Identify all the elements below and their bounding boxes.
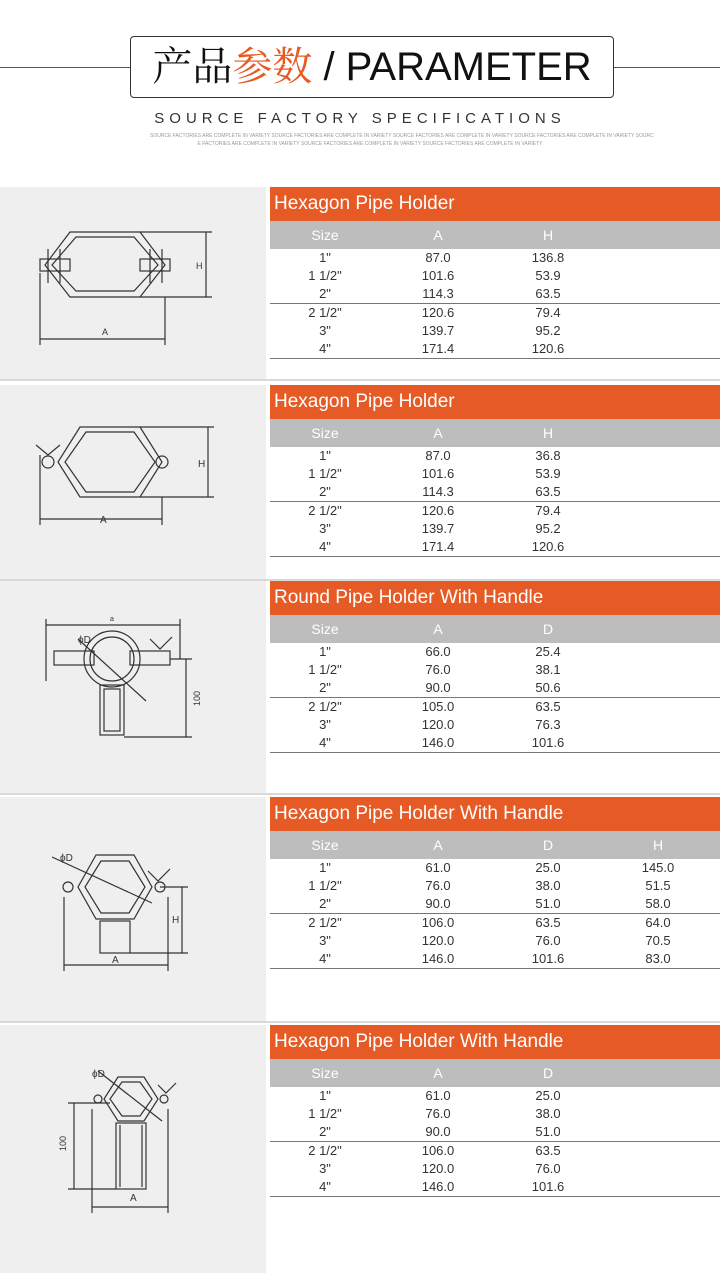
table-row [270, 267, 720, 285]
table-cell: 61.0 [425, 860, 451, 875]
fine-print-line-2: E FACTORIES ARE COMPLETE IN VARIETY SOURCE FACTORIES ARE COMPLETE IN VARIETY SOURCE FACTORIES ARE COMPLETE IN VARIETY [197, 141, 543, 147]
table-cell: 1" [319, 1088, 331, 1103]
table-cell: 25.4 [535, 644, 561, 659]
table-row [270, 679, 720, 697]
table-cell: 2" [319, 680, 331, 695]
table-cell: 38.1 [535, 662, 561, 677]
table-cell: 1 1/2" [308, 268, 342, 283]
table-cell: 101.6 [421, 268, 455, 283]
table-cell: 63.5 [535, 286, 561, 301]
table-cell: 2" [319, 896, 331, 911]
table-cell: 146.0 [421, 735, 455, 750]
product-diagram-2 [0, 385, 266, 579]
header-rule-right [614, 67, 720, 68]
table-cell: 136.8 [531, 250, 565, 265]
table-cell: 3" [319, 521, 331, 536]
dim-label-a: A [112, 955, 119, 966]
spec-table-4 [270, 797, 720, 969]
table-header-row [270, 1059, 720, 1087]
table-header-row [270, 831, 720, 859]
table-cell: 79.4 [535, 503, 561, 518]
table-cell: 1" [319, 644, 331, 659]
table-cell: 3" [319, 323, 331, 338]
table-row [270, 661, 720, 679]
table-row [270, 304, 720, 322]
table-row [270, 322, 720, 340]
table-cell: 2 1/2" [308, 305, 342, 320]
table-cell: 1 1/2" [308, 1106, 342, 1121]
column-header: D [542, 621, 554, 637]
dim-label-d: ϕD [78, 635, 91, 646]
table-cell: 2 1/2" [308, 503, 342, 518]
column-header: Size [311, 227, 339, 243]
table-cell: 120.6 [531, 539, 565, 554]
table-cell: 51.5 [645, 878, 671, 893]
title-cn-accent: 参数 [232, 44, 313, 90]
table-title: Round Pipe Holder With Handle [270, 581, 720, 615]
table-cell: 79.4 [535, 305, 561, 320]
spec-table-5 [270, 1025, 720, 1197]
table-row [270, 950, 720, 968]
table-row [270, 1160, 720, 1178]
table-row [270, 483, 720, 501]
table-cell: 120.6 [531, 341, 565, 356]
table-row [270, 877, 720, 895]
table-row [270, 465, 720, 483]
column-header: H [542, 227, 554, 243]
column-header: D [542, 837, 554, 853]
table-cell: 50.6 [535, 680, 561, 695]
table-cell: 76.0 [425, 662, 451, 677]
column-header: D [542, 1065, 554, 1081]
table-row [270, 1105, 720, 1123]
product-section-4 [0, 797, 720, 1021]
page-title [130, 36, 614, 98]
table-row [270, 734, 720, 752]
table-row [270, 914, 720, 932]
table-cell: 38.0 [535, 878, 561, 893]
table-cell: 63.5 [535, 915, 561, 930]
table-row [270, 859, 720, 877]
table-cell: 145.0 [641, 860, 675, 875]
column-header: Size [311, 621, 339, 637]
table-cell: 106.0 [421, 915, 455, 930]
product-section-3 [0, 581, 720, 793]
table-cell: 1 1/2" [308, 662, 342, 677]
product-section-5 [0, 1025, 720, 1273]
dim-label-h: H [196, 261, 203, 271]
table-title: Hexagon Pipe Holder [270, 187, 720, 221]
table-row [270, 1123, 720, 1141]
table-cell: 76.0 [425, 878, 451, 893]
table-cell: 25.0 [535, 1088, 561, 1103]
row-separator [270, 556, 720, 557]
table-header-row [270, 419, 720, 447]
spec-table-2 [270, 385, 720, 557]
table-row [270, 895, 720, 913]
table-cell: 53.9 [535, 466, 561, 481]
table-cell: 1 1/2" [308, 878, 342, 893]
table-cell: 2" [319, 484, 331, 499]
table-cell: 1 1/2" [308, 466, 342, 481]
table-cell: 76.3 [535, 717, 561, 732]
table-row [270, 1178, 720, 1196]
dim-label-a: A [102, 327, 109, 337]
row-separator [270, 1196, 720, 1197]
table-cell: 3" [319, 1161, 331, 1176]
dim-label-100: 100 [58, 1135, 68, 1151]
column-header: A [433, 425, 443, 441]
table-cell: 76.0 [425, 1106, 451, 1121]
column-header: A [433, 837, 443, 853]
page-header [0, 0, 720, 185]
column-header: Size [311, 425, 339, 441]
table-cell: 87.0 [425, 448, 451, 463]
table-cell: 70.5 [645, 933, 671, 948]
table-cell: 63.5 [535, 699, 561, 714]
column-header: A [433, 1065, 443, 1081]
table-cell: 38.0 [535, 1106, 561, 1121]
dim-label-100: 100 [192, 690, 202, 706]
table-cell: 106.0 [421, 1143, 455, 1158]
table-row [270, 340, 720, 358]
table-cell: 171.4 [421, 341, 455, 356]
title-cn-part: 产品 [152, 44, 233, 90]
table-title: Hexagon Pipe Holder With Handle [270, 797, 720, 831]
table-row [270, 520, 720, 538]
table-row [270, 698, 720, 716]
table-cell: 61.0 [425, 1088, 451, 1103]
row-separator [270, 358, 720, 359]
table-title: Hexagon Pipe Holder With Handle [270, 1025, 720, 1059]
table-cell: 4" [319, 341, 331, 356]
table-cell: 2 1/2" [308, 915, 342, 930]
table-cell: 101.6 [531, 951, 565, 966]
table-cell: 2" [319, 1124, 331, 1139]
dim-label-d: ϕD [60, 853, 73, 864]
table-cell: 4" [319, 735, 331, 750]
column-header: A [433, 621, 443, 637]
table-cell: 120.0 [421, 933, 455, 948]
table-cell: 4" [319, 951, 331, 966]
table-cell: 90.0 [425, 896, 451, 911]
table-cell: 3" [319, 933, 331, 948]
table-cell: 105.0 [421, 699, 455, 714]
table-row [270, 447, 720, 465]
table-cell: 95.2 [535, 323, 561, 338]
table-header-row [270, 221, 720, 249]
page-subtitle: SOURCE FACTORY SPECIFICATIONS [154, 110, 566, 127]
table-cell: 114.3 [422, 286, 454, 301]
table-row [270, 716, 720, 734]
section-divider [0, 793, 720, 795]
table-cell: 146.0 [421, 951, 455, 966]
table-cell: 139.7 [421, 323, 455, 338]
table-cell: 101.6 [531, 1179, 565, 1194]
table-cell: 95.2 [535, 521, 561, 536]
dim-label-d: ϕD [92, 1069, 105, 1080]
product-section-1 [0, 187, 720, 379]
table-cell: 2" [319, 286, 331, 301]
dim-label-h: H [172, 915, 180, 926]
table-cell: 2 1/2" [308, 699, 342, 714]
row-separator [270, 752, 720, 753]
product-diagram-5 [0, 1025, 266, 1273]
table-cell: 1" [319, 448, 331, 463]
table-row [270, 1142, 720, 1160]
table-row [270, 249, 720, 267]
table-cell: 2 1/2" [308, 1143, 342, 1158]
title-en: / PARAMETER [312, 45, 592, 89]
header-rule-left [0, 67, 130, 68]
section-divider [0, 379, 720, 381]
table-row [270, 1087, 720, 1105]
product-diagram-4 [0, 797, 266, 1021]
table-cell: 120.0 [421, 1161, 455, 1176]
table-header-row [270, 615, 720, 643]
dim-label-a: A [100, 515, 107, 526]
table-cell: 101.6 [421, 466, 455, 481]
table-cell: 1" [319, 860, 331, 875]
section-divider [0, 1021, 720, 1023]
product-diagram-1 [0, 187, 266, 379]
table-cell: 4" [319, 1179, 331, 1194]
spec-table-1 [270, 187, 720, 359]
table-cell: 36.8 [535, 448, 561, 463]
table-cell: 63.5 [535, 484, 561, 499]
table-cell: 58.0 [645, 896, 671, 911]
product-section-2 [0, 385, 720, 579]
dim-label-a: a [110, 616, 114, 623]
spec-table-3 [270, 581, 720, 753]
column-header: Size [311, 837, 339, 853]
table-cell: 64.0 [645, 915, 671, 930]
table-cell: 76.0 [535, 933, 561, 948]
table-cell: 66.0 [425, 644, 451, 659]
table-cell: 87.0 [425, 250, 451, 265]
table-row [270, 502, 720, 520]
table-cell: 4" [319, 539, 331, 554]
column-header: Size [311, 1065, 339, 1081]
table-cell: 25.0 [535, 860, 561, 875]
table-cell: 101.6 [531, 735, 565, 750]
dim-label-a: A [130, 1193, 137, 1204]
table-cell: 120.6 [421, 503, 455, 518]
fine-print-line-1: SOURCE FACTORIES ARE COMPLETE IN VARIETY SOURCE FACTORIES ARE COMPLETE IN VARIETY SOURCE FACTORIES ARE COMPLETE IN VARIETY SOURCE FACTORIES ARE COMPLETE IN VARIETY SOURC [150, 133, 654, 139]
table-cell: 3" [319, 717, 331, 732]
column-header: H [542, 425, 554, 441]
table-cell: 1" [319, 250, 331, 265]
table-cell: 53.9 [535, 268, 561, 283]
row-separator [270, 968, 720, 969]
table-cell: 51.0 [535, 1124, 561, 1139]
table-cell: 76.0 [535, 1161, 561, 1176]
column-header: A [433, 227, 443, 243]
table-row [270, 285, 720, 303]
table-row [270, 643, 720, 661]
table-cell: 171.4 [421, 539, 455, 554]
column-header: H [652, 837, 664, 853]
table-cell: 90.0 [425, 1124, 451, 1139]
table-cell: 63.5 [535, 1143, 561, 1158]
table-cell: 83.0 [645, 951, 671, 966]
table-cell: 90.0 [425, 680, 451, 695]
table-cell: 120.6 [421, 305, 455, 320]
table-row [270, 538, 720, 556]
table-cell: 146.0 [421, 1179, 455, 1194]
table-cell: 120.0 [421, 717, 455, 732]
table-title: Hexagon Pipe Holder [270, 385, 720, 419]
table-row [270, 932, 720, 950]
table-cell: 114.3 [422, 484, 454, 499]
table-cell: 139.7 [421, 521, 455, 536]
table-cell: 51.0 [535, 896, 561, 911]
dim-label-h: H [198, 459, 206, 470]
product-diagram-3 [0, 581, 266, 793]
